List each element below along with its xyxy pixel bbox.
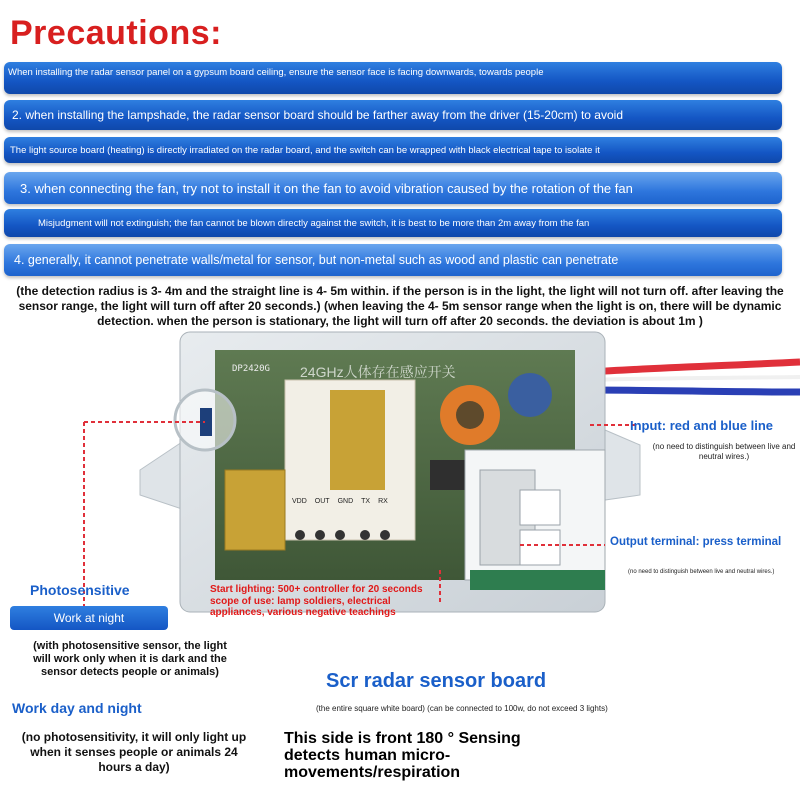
detection-note: (the detection radius is 3- 4m and the straight line is 4- 5m within. if the person is in the light, the light will not turn off. after leaving the sensor range, the light will turn off after 20 seconds.) (when leaving the 4- 5m sensor range when the light is on, there will be dynamic detection. when the person is stationary, the light will turn off after 20 seconds. the deviation is about 1m ): [16, 284, 784, 328]
pin-out: OUT: [314, 498, 330, 505]
precaution-text-1: When installing the radar sensor panel on a gypsum board ceiling, ensure the sensor face is facing downwards, towards people: [8, 67, 544, 78]
input-sub: (no need to distinguish between live and neutral wires.): [652, 442, 796, 461]
precaution-text-4: 3. when connecting the fan, try not to install it on the fan to avoid vibration caused by the rotation of the fan: [20, 180, 633, 196]
work-at-night-label: Work at night: [53, 611, 125, 625]
pin-vdd: VDD: [292, 498, 307, 505]
board-model: DP2420G: [232, 364, 270, 374]
blue-wire: [590, 390, 800, 392]
pin-tx: TX: [361, 498, 371, 505]
radar-board-sub: (the entire square white board) (can be connected to 100w, do not exceed 3 lights): [316, 704, 608, 713]
work-day-night-heading: Work day and night: [12, 700, 142, 716]
output-label: Output terminal: press terminal: [610, 536, 782, 548]
pin-rx: RX: [378, 498, 388, 505]
scope-of-use-text: scope of use: lamp soldiers, electrical appliances, various negative teachings: [210, 596, 396, 618]
precaution-text-6: 4. generally, it cannot penetrate walls/metal for sensor, but non-metal such as wood and plastic can penetrate: [14, 253, 619, 267]
precaution-text-2: 2. when installing the lampshade, the radar sensor board should be farther away from the driver (15-20cm) to avoid: [12, 108, 623, 122]
output-sub: (no need to distinguish between live and neutral wires.): [628, 569, 775, 575]
precaution-bar-3: [4, 137, 782, 163]
red-wire: [590, 362, 800, 372]
board-pins: [292, 498, 388, 505]
precaution-bar-4: [4, 172, 782, 204]
precaution-text-3: The light source board (heating) is directly irradiated on the radar board, and the switch can be wrapped with black electrical tape to isolate it: [10, 144, 600, 156]
work-day-night-desc: (no photosensitivity, it will only light up when it senses people or animals 24 hours a day): [21, 730, 247, 774]
input-label: Input: red and blue line: [630, 418, 773, 433]
work-at-night-pill: [10, 606, 168, 630]
page-title: Precautions:: [10, 14, 222, 52]
precaution-bar-1: [4, 62, 782, 94]
photosensitive-heading: Photosensitive: [30, 582, 130, 598]
pin-gnd: GND: [337, 498, 354, 505]
front-sensing-note: This side is front 180 ° Sensing detects human micro-movements/respiration: [284, 730, 521, 781]
radar-board-title: Scr radar sensor board: [326, 670, 547, 692]
precaution-text-5: Misjudgment will not extinguish; the fan cannot be blown directly against the switch, it is best to be more than 2m away from the fan: [38, 217, 590, 229]
photosensitive-desc: (with photosensitive sensor, the light will work only when it is dark and the sensor detects people or animals): [33, 640, 227, 678]
precaution-bar-5: [4, 209, 782, 237]
board-chinese-print: 24GHz人体存在感应开关: [300, 364, 456, 380]
precaution-bar-6: [4, 244, 782, 276]
start-lighting-text: Start lighting: 500+ controller for 20 seconds: [210, 584, 423, 595]
precaution-bar-2: [4, 100, 782, 130]
